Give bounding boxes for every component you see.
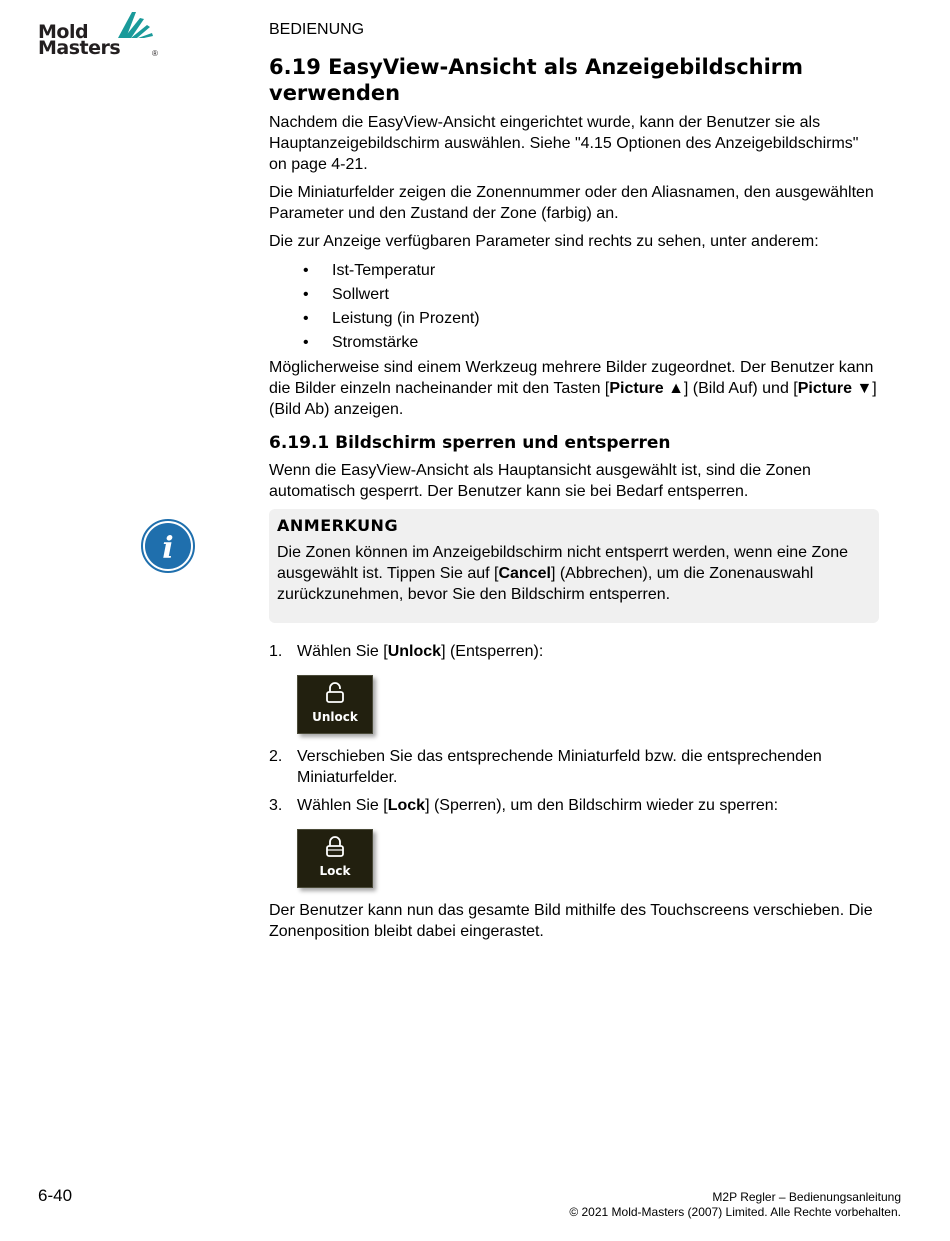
- text-run: ] (Sperren), um den Bildschirm wieder zu sperren:: [425, 797, 779, 814]
- picture-down-key: Picture ▼: [797, 380, 873, 397]
- logo-line1: Mold: [38, 21, 89, 43]
- text-run: Verschieben Sie das entsprechende Miniaturfeld bzw. die entsprechenden Miniaturfelder.: [297, 748, 822, 786]
- steps-list-continued: [269, 746, 879, 816]
- text-run: ] (Abbrechen), um die Zonenauswahl zurückzunehmen, bevor Sie den Bildschirm entsperren.: [277, 565, 814, 603]
- unlock-key: Unlock: [387, 643, 442, 660]
- paragraph-intro: Nachdem die EasyView-Ansicht eingerichtet wurde, kann der Benutzer sie als Hauptanzeigebildschirm auswählen. Siehe "4.15 Optionen des Anzeigebildschirms" on page 4-21.: [269, 114, 859, 173]
- svg-text:i: i: [162, 531, 174, 566]
- paragraph-thumbnails: Die Miniaturfelder zeigen die Zonennummer oder den Aliasnamen, den ausgewählten Parameter und den Zustand der Zone (farbig) an.: [269, 184, 874, 222]
- steps-list: [269, 641, 879, 662]
- footer-doc-title: M2P Regler – Bedienungsanleitung: [712, 1190, 901, 1204]
- picture-up-key: Picture ▲: [609, 380, 684, 397]
- step-number: 3.: [269, 797, 283, 814]
- logo-line2: Masters: [38, 37, 121, 59]
- info-icon: [140, 518, 196, 574]
- section-title: [269, 54, 879, 106]
- text-run: ] (Bild Ab) anzeigen.: [269, 380, 877, 418]
- logo-registered-mark: ®: [152, 49, 158, 58]
- list-item: • Ist-Temperatur: [269, 259, 879, 283]
- unlock-button-label: Unlock: [312, 710, 358, 724]
- text-run: Möglicherweise sind einem Werkzeug mehrere Bilder zugeordnet. Der Benutzer kann die Bilder einzeln nacheinander mit den Tasten [: [269, 359, 874, 397]
- step-1: [269, 641, 879, 662]
- list-item: • Sollwert: [269, 283, 879, 307]
- unlock-button[interactable]: [297, 675, 373, 734]
- text-run: Die Zonen können im Anzeigebildschirm nicht entsperrt werden, wenn eine Zone ausgewählt ist. Tippen Sie auf [: [277, 544, 848, 582]
- lock-button-label: Lock: [319, 864, 351, 878]
- chapter-header: BEDIENUNG: [269, 21, 365, 38]
- note-body: [277, 542, 871, 605]
- note-box: [269, 509, 879, 623]
- text-run: Wählen Sie [: [297, 643, 388, 660]
- step-3: [269, 795, 879, 816]
- note-title: ANMERKUNG: [277, 516, 399, 535]
- paragraph-parameters: Die zur Anzeige verfügbaren Parameter sind rechts zu sehen, unter anderem:: [269, 233, 819, 250]
- step-2: [269, 746, 879, 788]
- paragraph-locked: Wenn die EasyView-Ansicht als Hauptansicht ausgewählt ist, sind die Zonen automatisch gesperrt. Der Benutzer kann sie bei Bedarf entsperren.: [269, 462, 811, 500]
- parameter-list: [269, 259, 879, 355]
- list-item: • Stromstärke: [269, 331, 879, 355]
- section-title-line2: verwenden: [269, 81, 401, 105]
- lock-button[interactable]: [297, 829, 373, 888]
- list-item: • Leistung (in Prozent): [269, 307, 879, 331]
- lock-icon: [325, 836, 345, 858]
- company-logo: [38, 10, 158, 60]
- text-run: Wählen Sie [: [297, 797, 388, 814]
- paragraph-closing: Der Benutzer kann nun das gesamte Bild mithilfe des Touchscreens verschieben. Die Zonenposition bleibt dabei eingerastet.: [269, 902, 873, 940]
- page-content: [269, 20, 879, 949]
- step-number: 1.: [269, 643, 283, 660]
- logo-fan-icon: [114, 10, 154, 40]
- footer-info: [569, 1190, 901, 1220]
- text-run: ] (Entsperren):: [441, 643, 544, 660]
- lock-key: Lock: [387, 797, 426, 814]
- text-run: ] (Bild Auf) und [: [683, 380, 798, 397]
- subsection-title: 6.19.1 Bildschirm sperren und entsperren: [269, 433, 671, 453]
- section-title-line1: 6.19 EasyView-Ansicht als Anzeigebildschirm: [269, 55, 804, 79]
- unlock-icon: [325, 682, 345, 704]
- paragraph-pictures: [269, 357, 879, 420]
- page-number: 6-40: [38, 1186, 73, 1205]
- step-number: 2.: [269, 748, 283, 765]
- cancel-key: Cancel: [498, 565, 551, 582]
- footer-copyright: © 2021 Mold-Masters (2007) Limited. Alle Rechte vorbehalten.: [569, 1205, 901, 1219]
